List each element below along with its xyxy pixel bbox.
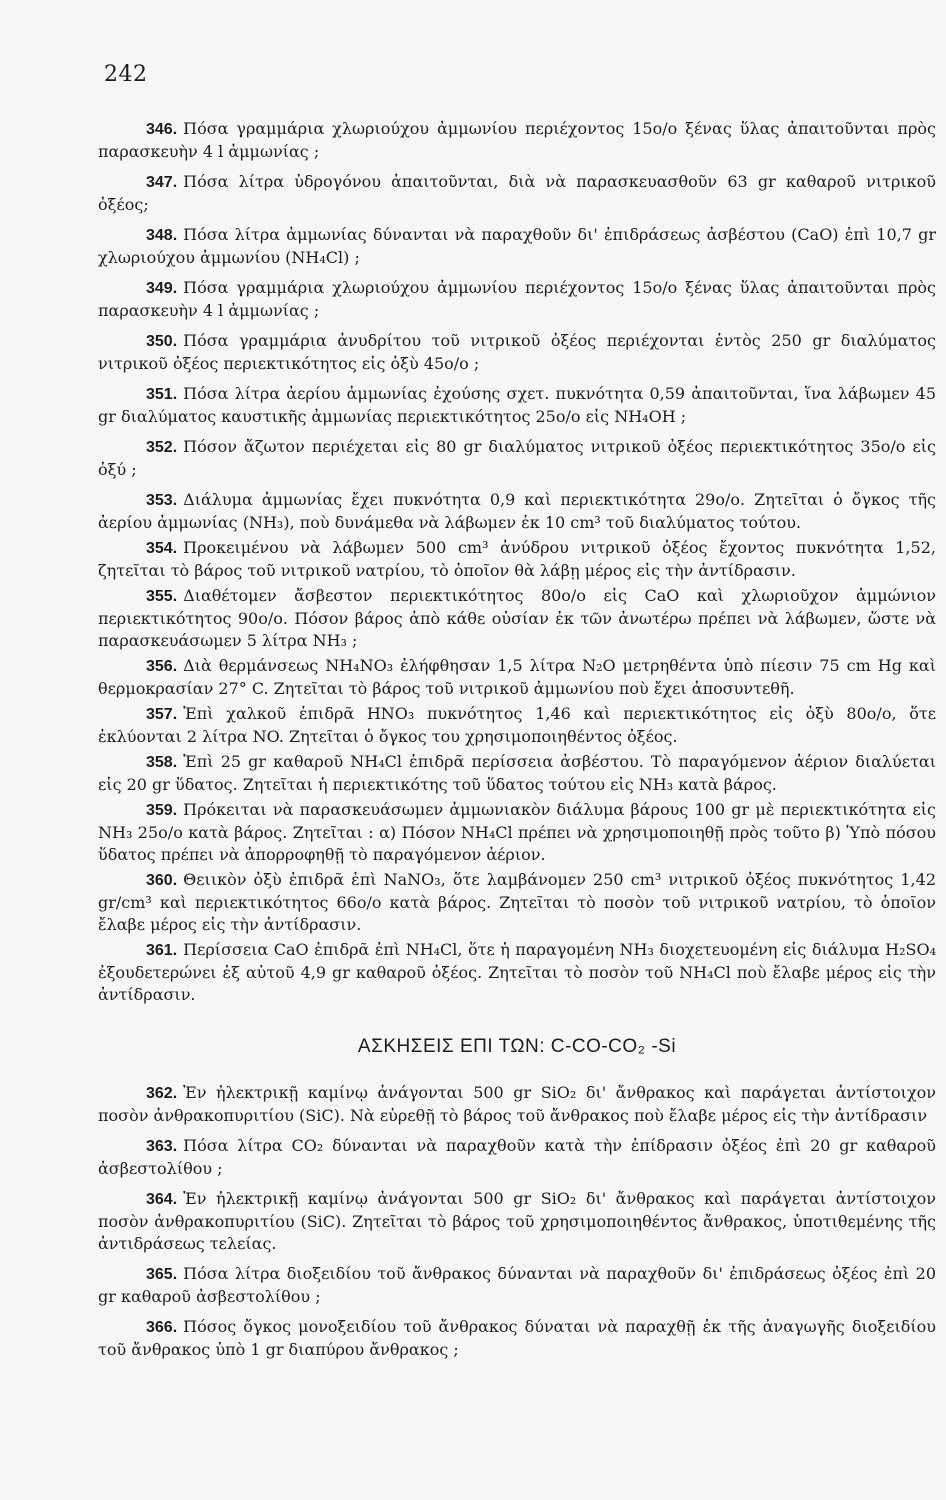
problem-356 xyxy=(98,655,936,700)
problem-350 xyxy=(98,330,936,375)
problem-number: 352. xyxy=(146,439,178,456)
problem-number: 347. xyxy=(146,174,178,191)
problem-text: Πόσα λίτρα ὑδρογόνου ἀπαιτοῦνται, διὰ νὰ παρασκευασθοῦν 63 gr καθαροῦ νιτρικοῦ ὀξέος; xyxy=(98,172,936,214)
problem-number: 346. xyxy=(146,121,178,138)
problem-text: Πόσα λίτρα διοξειδίου τοῦ ἄνθρακος δύνανται νὰ παραχθοῦν δι' ἐπιδράσεως ὀξέος ἐπὶ 20 gr καθαροῦ ἀσβεστολίθου ; xyxy=(98,1264,936,1306)
problem-text: Διὰ θερμάνσεως NH₄NO₃ ἐλήφθησαν 1,5 λίτρα N₂O μετρηθέντα ὑπὸ πίεσιν 75 cm Hg καὶ θερμοκρασίαν 27° C. Ζητεῖται τὸ βάρος τοῦ νιτρικοῦ ἀμμωνίου ποὺ ἔχει ἀποσυντεθῆ. xyxy=(98,656,936,698)
problem-number: 363. xyxy=(146,1138,178,1155)
problem-text: Ἐπὶ χαλκοῦ ἐπιδρᾶ HNO₃ πυκνότητος 1,46 καὶ περιεκτικότητος εἰς ὀξὺ 80ο/ο, ὅτε ἐκλύονται 2 λίτρα NO. Ζητεῖται ὁ ὄγκος του χρησιμοποιηθέντος ὀξέος. xyxy=(98,704,936,746)
problem-text: Πόσα λίτρα ἀερίου ἀμμωνίας ἐχούσης σχετ. πυκνότητα 0,59 ἀπαιτοῦνται, ἵνα λάβωμεν 45 gr διαλύματος καυστικῆς ἀμμωνίας περιεκτικότητος 25ο/ο εἰς NH₄OH ; xyxy=(98,384,936,426)
problem-text: Πόσα γραμμάρια χλωριούχου ἀμμωνίου περιέχοντος 15ο/ο ξένας ὕλας ἀπαιτοῦνται πρὸς παρασκευὴν 4 l ἀμμωνίας ; xyxy=(98,119,936,161)
problem-363 xyxy=(98,1135,936,1180)
problem-number: 356. xyxy=(146,658,178,675)
problem-349 xyxy=(98,277,936,322)
problem-text: Θειικὸν ὀξὺ ἐπιδρᾶ ἐπὶ NaNO₃, ὅτε λαμβάνομεν 250 cm³ νιτρικοῦ ὀξέος πυκνότητος 1,42 gr/cm³ καὶ περιεκτικότητος 66ο/ο κατὰ βάρος. Ζητεῖται τὸ ποσὸν τοῦ νιτρικοῦ νατρίου, τὸ ὁποῖον ἔλαβε μέρος εἰς τὴν ἀντίδρασιν. xyxy=(98,870,936,934)
problem-number: 361. xyxy=(146,942,178,959)
problem-text: Πόσον ἄζωτον περιέχεται εἰς 80 gr διαλύματος νιτρικοῦ ὀξέος περιεκτικότητος 35ο/ο εἰς ὀξύ ; xyxy=(98,437,936,479)
problem-359 xyxy=(98,799,936,866)
problem-355 xyxy=(98,585,936,652)
problem-number: 359. xyxy=(146,802,178,819)
problem-number: 351. xyxy=(146,386,178,403)
problem-number: 349. xyxy=(146,280,178,297)
page-number: 242 xyxy=(104,62,148,87)
problem-text: Πρόκειται νὰ παρασκευάσωμεν ἀμμωνιακὸν διάλυμα βάρους 100 gr μὲ περιεκτικότητα εἰς NH₃ 25ο/ο κατὰ βάρος. Ζητεῖται : α) Πόσον NH₄Cl πρέπει νὰ χρησιμοποιηθῇ πρὸς τοῦτο β) Ὑπὸ πόσου ὕδατος πρέπει νὰ ἀπορροφηθῇ τὸ παραγόμενον ἀέριον. xyxy=(98,800,936,864)
problem-text: Προκειμένου νὰ λάβωμεν 500 cm³ ἀνύδρου νιτρικοῦ ὀξέος ἔχοντος πυκνότητα 1,52, ζητεῖται τὸ βάρος τοῦ νιτρικοῦ νατρίου, τὸ ὁποῖον θὰ λάβῃ μέρος εἰς τὴν ἀντίδρασιν. xyxy=(98,538,936,580)
problem-text: Πόσα γραμμάρια ἀνυδρίτου τοῦ νιτρικοῦ ὀξέος περιέχονται ἐντὸς 250 gr διαλύματος νιτρικοῦ ὀξέος περιεκτικότητος εἰς ὀξὺ 45ο/ο ; xyxy=(98,331,936,373)
problem-347 xyxy=(98,171,936,216)
problem-number: 358. xyxy=(146,754,178,771)
problem-362 xyxy=(98,1082,936,1127)
page-content xyxy=(98,118,936,1369)
problem-353 xyxy=(98,489,936,534)
problem-list-part2 xyxy=(98,1082,936,1361)
problem-text: Πόσα γραμμάρια χλωριούχου ἀμμωνίου περιέχοντος 15ο/ο ξένας ὕλας ἀπαιτοῦνται πρὸς παρασκευὴν 4 l ἀμμωνίας ; xyxy=(98,278,936,320)
problem-346 xyxy=(98,118,936,163)
problem-text: Περίσσεια CaO ἐπιδρᾶ ἐπὶ NH₄Cl, ὅτε ἡ παραγομένη NH₃ διοχετευομένη εἰς διάλυμα H₂SO₄ ἐξουδετερώνει ἐξ αὐτοῦ 4,9 gr καθαροῦ ὀξέος. Ζητεῖται τὸ ποσὸν τοῦ NH₄Cl ποὺ ἔλαβε μέρος εἰς τὴν ἀντίδρασιν. xyxy=(98,940,936,1004)
problem-text: Ἐν ἠλεκτρικῇ καμίνῳ ἀνάγονται 500 gr SiO₂ δι' ἄνθρακος καὶ παράγεται ἀντίστοιχον ποσὸν ἀνθρακοπυριτίου (SiC). Ζητεῖται τὸ βάρος τοῦ χρησιμοποιηθέντος ἄνθρακος, ὑποτιθεμένης τῆς ἀντιδράσεως τελείας. xyxy=(98,1189,936,1253)
problem-351 xyxy=(98,383,936,428)
problem-354 xyxy=(98,537,936,582)
problem-text: Ἐν ἠλεκτρικῇ καμίνῳ ἀνάγονται 500 gr SiO₂ δι' ἄνθρακος καὶ παράγεται ἀντίστοιχον ποσὸν ἀνθρακοπυριτίου (SiC). Νὰ εὑρεθῇ τὸ βάρος τοῦ ἄνθρακος ποὺ ἔλαβε μέρος εἰς τὴν ἀντίδρασιν xyxy=(98,1083,936,1125)
problem-number: 357. xyxy=(146,706,178,723)
problem-number: 354. xyxy=(146,540,178,557)
problem-364 xyxy=(98,1188,936,1255)
problem-number: 365. xyxy=(146,1266,178,1283)
problem-360 xyxy=(98,869,936,936)
problem-text: Πόσος ὄγκος μονοξειδίου τοῦ ἄνθρακος δύναται νὰ παραχθῇ ἐκ τῆς ἀναγωγῆς διοξειδίου τοῦ ἄνθρακος ὑπὸ 1 gr διαπύρου ἄνθρακος ; xyxy=(98,1317,936,1359)
problem-348 xyxy=(98,224,936,269)
section-heading: ΑΣΚΗΣΕΙΣ ΕΠΙ ΤΩΝ: C-CO-CO₂ -Si xyxy=(357,1036,677,1057)
problem-list-part1 xyxy=(98,118,936,1006)
problem-366 xyxy=(98,1316,936,1361)
problem-text: Πόσα λίτρα ἀμμωνίας δύνανται νὰ παραχθοῦν δι' ἐπιδράσεως ἀσβέστου (CaO) ἐπὶ 10,7 gr χλωριούχου ἀμμωνίου (NH₄Cl) ; xyxy=(98,225,936,267)
problem-number: 355. xyxy=(146,588,178,605)
problem-number: 360. xyxy=(146,872,178,889)
problem-365 xyxy=(98,1263,936,1308)
problem-text: Διαθέτομεν ἄσβεστον περιεκτικότητος 80ο/ο εἰς CaO καὶ χλωριοῦχον ἀμμώνιον περιεκτικότητος 90ο/ο. Πόσον βάρος ἀπὸ κάθε οὐσίαν ἐκ τῶν ἀνωτέρω πρέπει νὰ λάβωμεν, ὥστε νὰ παρασκευάσωμεν 5 λίτρα NH₃ ; xyxy=(98,586,936,650)
problem-352 xyxy=(98,436,936,481)
problem-357 xyxy=(98,703,936,748)
problem-number: 366. xyxy=(146,1319,178,1336)
problem-number: 353. xyxy=(146,492,178,509)
problem-text: Διάλυμα ἀμμωνίας ἔχει πυκνότητα 0,9 καὶ περιεκτικότητα 29ο/ο. Ζητεῖται ὁ ὄγκος τῆς ἀερίου ἀμμωνίας (NH₃), ποὺ δυνάμεθα νὰ λάβωμεν ἐκ 10 cm³ τοῦ διαλύματος τούτου. xyxy=(98,490,936,532)
problem-number: 350. xyxy=(146,333,178,350)
problem-358 xyxy=(98,751,936,796)
problem-number: 362. xyxy=(146,1085,178,1102)
problem-number: 348. xyxy=(146,227,178,244)
problem-number: 364. xyxy=(146,1191,178,1208)
problem-361 xyxy=(98,939,936,1006)
problem-text: Ἐπὶ 25 gr καθαροῦ NH₄Cl ἐπιδρᾶ περίσσεια ἀσβέστου. Τὸ παραγόμενον ἀέριον διαλύεται εἰς 20 gr ὕδατος. Ζητεῖται ἡ περιεκτικότης τοῦ ὕδατος τούτου εἰς NH₃ κατὰ βάρος. xyxy=(98,752,936,794)
problem-text: Πόσα λίτρα CO₂ δύνανται νὰ παραχθοῦν κατὰ τὴν ἐπίδρασιν ὀξέος ἐπὶ 20 gr καθαροῦ ἀσβεστολίθου ; xyxy=(98,1136,936,1178)
